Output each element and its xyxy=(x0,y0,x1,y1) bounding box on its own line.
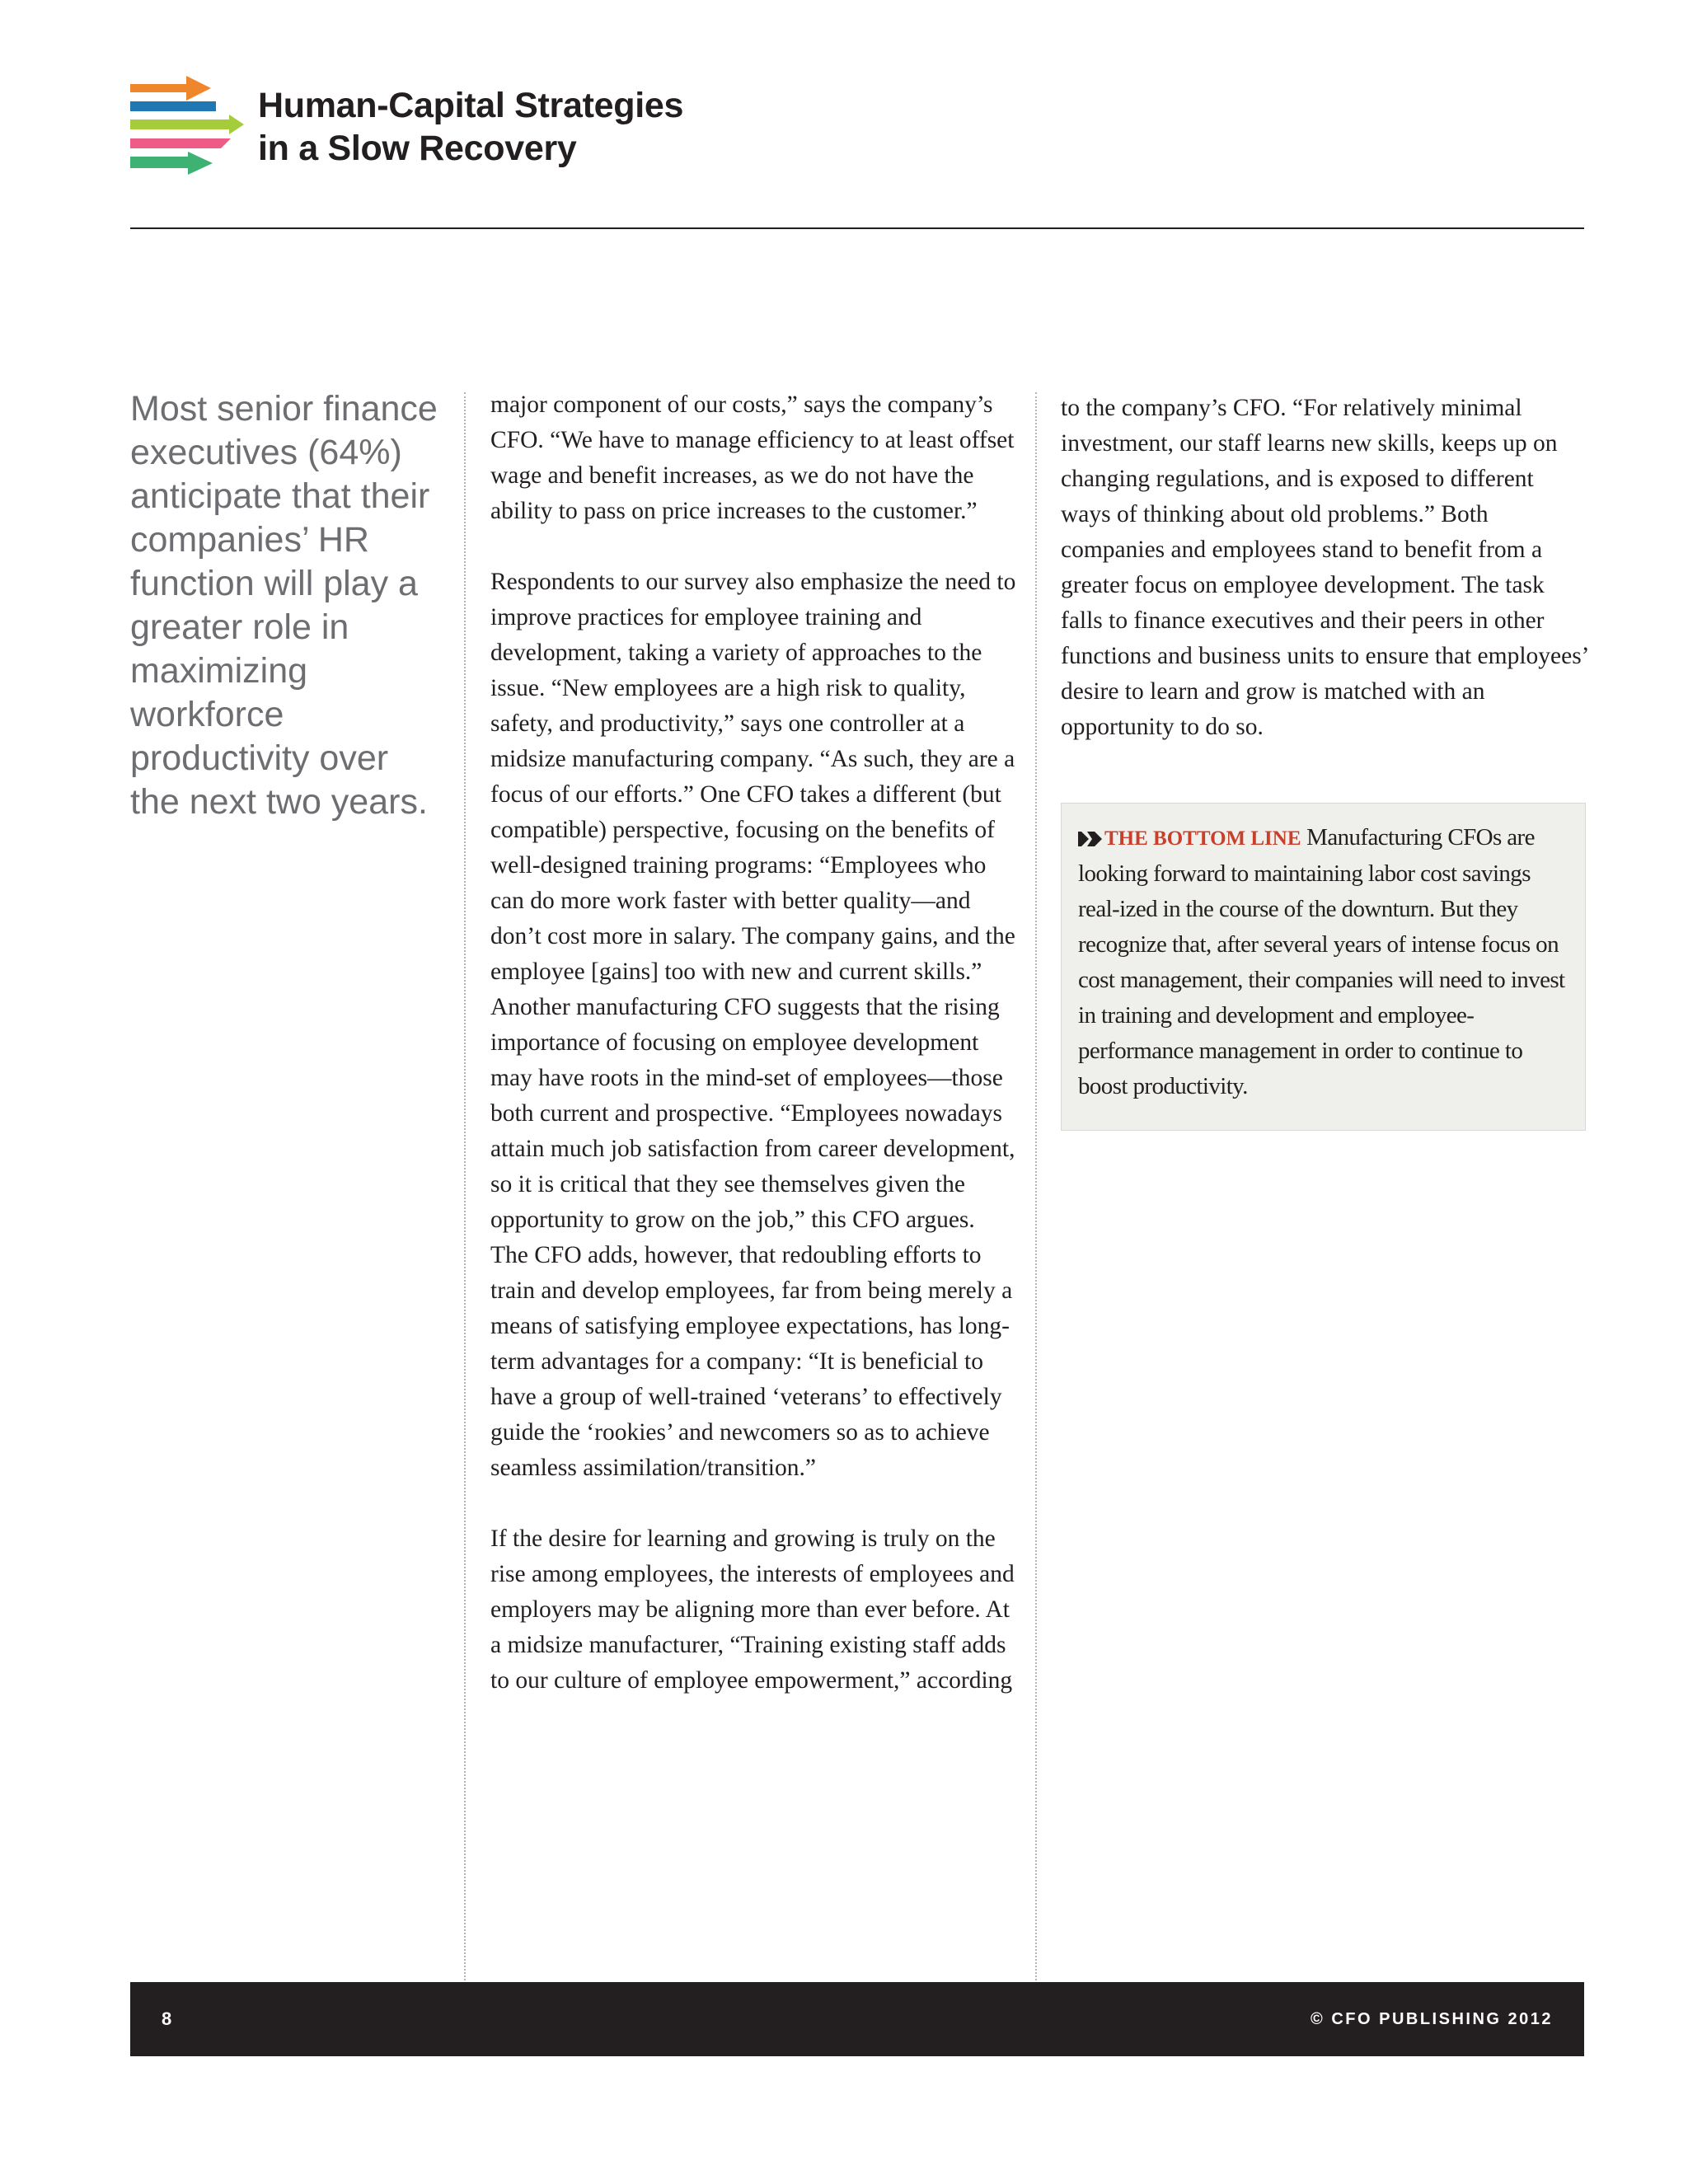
report-title-line-2: in a Slow Recovery xyxy=(258,129,577,168)
body-column-2 xyxy=(490,387,1018,1699)
column-divider-2 xyxy=(1035,392,1037,1987)
page-number: 8 xyxy=(162,2008,172,2029)
double-arrow-icon xyxy=(1078,832,1103,846)
body-paragraph: to the company’s CFO. “For relatively minimal investment, our staff learns new skills, keeps up on changing regulations, and is exposed to different ways of thinking about old problems.” Both companies and employees stand to benefit from a greater focus on employee development. The task falls to finance executives and their peers in other functions and business units to ensure that employees’ desire to learn and grow is matched with an opportunity to do so. xyxy=(1061,395,1588,740)
report-title xyxy=(258,84,683,170)
bottom-line-label: THE BOTTOM LINE xyxy=(1104,827,1301,850)
body-column-3 xyxy=(1061,391,1588,745)
header-divider xyxy=(130,227,1584,229)
bottom-line-box xyxy=(1061,803,1586,1131)
body-paragraph: major component of our costs,” says the company’s CFO. “We have to manage efficiency to at least offset wage and benefit increases, as we do not have the ability to pass on price increases to the customer.” xyxy=(490,391,1015,524)
body-paragraph: Respondents to our survey also emphasize the need to improve practices for employee training and development, taking a variety of approaches to the issue. “New employees are a high risk to quality, safety, and productivity,” says one controller at a midsize manufacturing company. “As such, they are a focus of our efforts.” One CFO takes a different (but compatible) perspective, focusing on the benefits of well-designed training programs: “Employees who can do more work faster with better quality—and don’t cost more in salary. The company gains, and the employee [gains] too with new and current skills.” Another manufacturing CFO suggests that the rising importance of focusing on employee development may have roots in the mind-set of employees—those both current and prospective. “Employees nowadays attain much job satisfaction from career development, so it is critical that they see themselves given the opportunity to grow on the job,” this CFO argues. The CFO adds, however, that redoubling efforts to train and develop employees, far from being merely a means of satisfying employee expectations, has long-term advantages for a company: “It is beneficial to have a group of well-trained ‘veterans’ to effectively guide the ‘rookies’ and newcomers so as to achieve seamless assimilation/transition.” xyxy=(490,569,1016,1481)
report-logo-arrows-icon xyxy=(130,76,246,178)
page-footer xyxy=(130,1982,1584,2056)
copyright-notice: © CFO PUBLISHING 2012 xyxy=(1311,2010,1553,2028)
column-divider-1 xyxy=(464,392,466,1987)
body-paragraph: If the desire for learning and growing is truly on the rise among employees, the interests of employees and employers may be aligning more than ever before. At a midsize manufacturer, “Training existing staff adds to our culture of employee empowerment,” according xyxy=(490,1526,1015,1694)
report-title-line-1: Human-Capital Strategies xyxy=(258,86,684,125)
bottom-line-text: Manufacturing CFOs are looking forward to maintaining labor cost savings real-ized in the course of the downturn. But they recognize that, after several years of intense focus on cost management, their companies will need to invest in training and development and employee-performance management in order to continue to boost productivity. xyxy=(1078,824,1565,1099)
pull-quote: Most senior finance executives (64%) anticipate that their companies’ HR function will play a greater role in maximizing workforce productivity over the next two years. xyxy=(130,389,438,822)
